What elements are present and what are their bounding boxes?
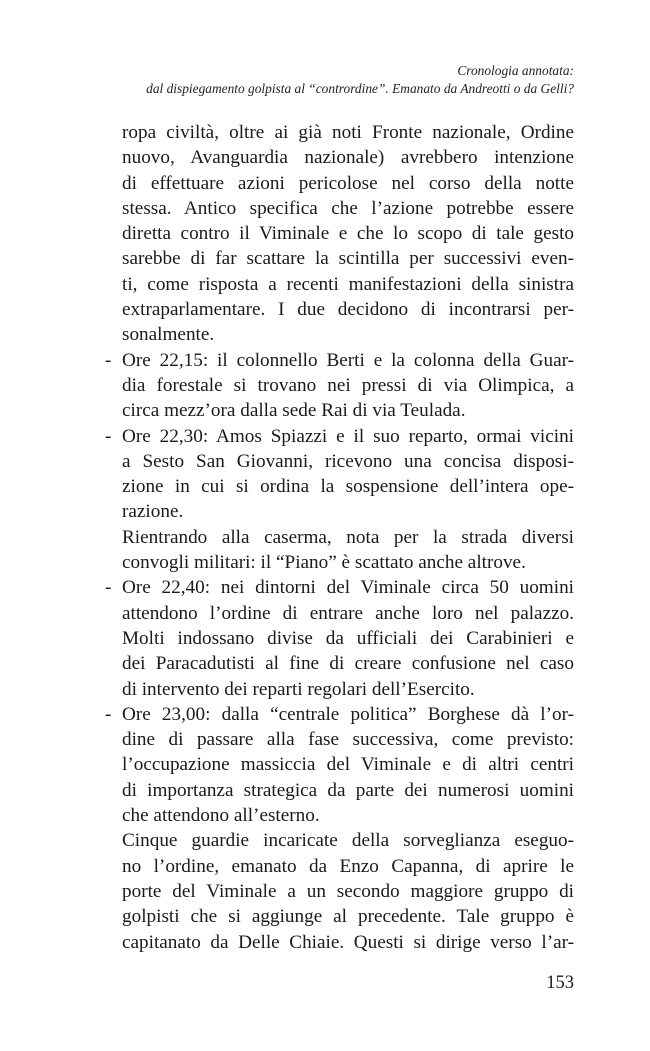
text-line-content: Cinque guardie incaricate della sorveglianza eseguo- [122, 830, 574, 852]
text-line [122, 449, 574, 474]
text-line-content: che attendono all’esterno. [122, 805, 320, 827]
text-line-content: l’occupazione massiccia del Viminale e di altri centri [122, 754, 574, 776]
text-line [105, 424, 574, 449]
list-item [0, 702, 650, 828]
text-line-content: capitanato da Delle Chiaie. Questi si dirige verso l’ar- [122, 931, 574, 953]
text-line-content: no l’ordine, emanato da Enzo Capanna, di aprire le [122, 855, 574, 877]
text-line [122, 398, 574, 423]
text-line-content: porte del Viminale a un secondo maggiore gruppo di [122, 880, 574, 902]
text-line [122, 930, 574, 955]
text-line [105, 348, 574, 373]
text-line-content: sarebbe di far scattare la scintilla per successivi even- [122, 248, 574, 270]
paragraph [0, 828, 650, 954]
text-line [122, 171, 574, 196]
text-line [122, 727, 574, 752]
text-line-content: Ore 23,00: dalla “centrale politica” Borghese dà l’or- [122, 703, 574, 725]
text-line-content: stessa. Antico specifica che l’azione potrebbe essere [122, 197, 574, 219]
text-line-content: di intervento dei reparti regolari dell’Esercito. [122, 678, 475, 700]
text-line [122, 373, 574, 398]
text-line [122, 297, 574, 322]
list-dash: - [105, 425, 112, 447]
text-line [122, 854, 574, 879]
text-line [122, 196, 574, 221]
text-line-content: circa mezz’ora dalla sede Rai di via Teulada. [122, 400, 466, 422]
text-line-content: Ore 22,40: nei dintorni del Viminale circa 50 uomini [122, 577, 574, 599]
text-line-content: Rientrando alla caserma, nota per la strada diversi [122, 526, 574, 548]
text-line-content: Molti indossano divise da ufficiali dei Carabinieri e [122, 627, 574, 649]
text-line-content: convogli militari: il “Piano” è scattato anche altrove. [122, 552, 526, 574]
text-line-content: dei Paracadutisti al fine di creare confusione nel caso [122, 653, 574, 675]
text-line [122, 474, 574, 499]
text-line [105, 702, 574, 727]
text-line [122, 828, 574, 853]
text-line-content: Ore 22,30: Amos Spiazzi e il suo reparto, ormai vicini [122, 425, 574, 447]
text-line-content: di importanza strategica da parte dei numerosi uomini [122, 779, 574, 801]
text-line [122, 272, 574, 297]
text-line [122, 904, 574, 929]
list-dash: - [105, 703, 112, 725]
text-line [122, 120, 574, 145]
list-item [0, 348, 650, 424]
text-line [122, 803, 574, 828]
text-line [122, 752, 574, 777]
text-line-content: Ore 22,15: il colonnello Berti e la colonna della Guar- [122, 349, 574, 371]
text-line [122, 879, 574, 904]
running-header-line-1: Cronologia annotata: [457, 63, 574, 78]
body-text [0, 120, 650, 955]
text-line-content: di effettuare azioni pericolose nel corso della notte [122, 172, 574, 194]
text-line-content: razione. [122, 501, 184, 523]
list-item [0, 424, 650, 525]
text-line [122, 145, 574, 170]
text-line-content: ropa civiltà, oltre ai già noti Fronte nazionale, Ordine [122, 122, 574, 143]
list-item [0, 575, 650, 701]
text-line-content: dia forestale si trovano nei pressi di via Olimpica, a [122, 374, 574, 396]
list-dash: - [105, 349, 112, 371]
text-line [122, 499, 574, 524]
text-line [122, 525, 574, 550]
page-number: 153 [546, 973, 574, 993]
text-line-content: attendono l’ordine di entrare anche loro nel palazzo. [122, 602, 574, 624]
text-line-content: nuovo, Avanguardia nazionale) avrebbero intenzione [122, 147, 574, 169]
text-line-content: a Sesto San Giovanni, ricevono una concisa disposi- [122, 450, 574, 472]
text-line-content: ti, come risposta a recenti manifestazioni della sinistra [122, 273, 574, 295]
text-line-content: zione in cui si ordina la sospensione dell’intera ope- [122, 476, 574, 498]
text-line [105, 575, 574, 600]
text-line [122, 246, 574, 271]
text-line [122, 601, 574, 626]
text-line [122, 626, 574, 651]
running-header-line-2: dal dispiegamento golpista al “contrordine”. Emanato da Andreotti o da Gelli? [146, 81, 574, 96]
text-line [122, 778, 574, 803]
text-line-content: sonalmente. [122, 324, 215, 346]
text-line [122, 677, 574, 702]
paragraph [0, 525, 650, 576]
text-line [122, 322, 574, 347]
text-line-content: diretta contro il Viminale e che lo scopo di tale gesto [122, 223, 574, 245]
running-header [54, 62, 574, 98]
text-line [122, 221, 574, 246]
text-line-content: golpisti che si aggiunge al precedente. Tale gruppo è [122, 906, 574, 928]
text-line [122, 550, 574, 575]
text-line-content: extraparlamentare. I due decidono di incontrarsi per- [122, 299, 574, 321]
paragraph [0, 120, 650, 348]
text-line [122, 651, 574, 676]
list-dash: - [105, 577, 112, 599]
text-line-content: dine di passare alla fase successiva, come previsto: [122, 729, 574, 751]
